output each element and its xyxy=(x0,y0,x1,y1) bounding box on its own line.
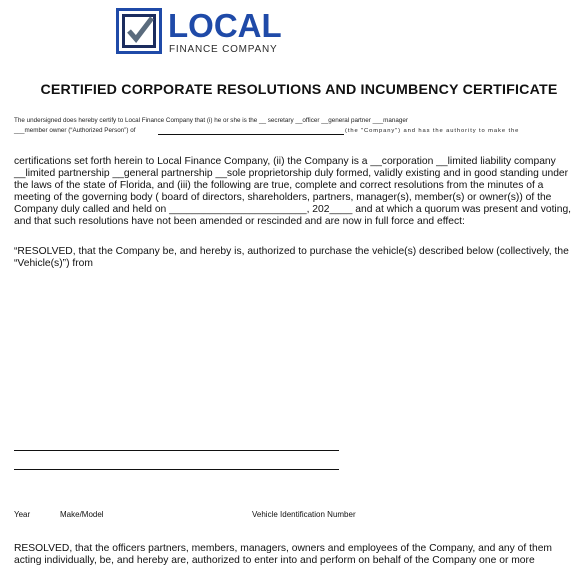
logo-subtitle: FINANCE COMPANY xyxy=(169,44,278,55)
company-name-field[interactable] xyxy=(158,134,344,135)
resolution-paragraph-1: “RESOLVED, that the Company be, and hereby is, authorized to purchase the vehicle(s) described below (collectively, the “Vehicle(s)”) from xyxy=(14,246,569,269)
intro-line-2-right: (the "Company") and has the authority to make the xyxy=(345,128,520,134)
blank-line-1[interactable] xyxy=(14,450,339,451)
intro-line-2-left: ___member owner (“Authorized Person”) of xyxy=(14,127,136,134)
document-title: CERTIFIED CORPORATE RESOLUTIONS AND INCUMBENCY CERTIFICATE xyxy=(40,82,558,98)
column-year: Year xyxy=(14,510,31,519)
logo-wordmark: LOCAL xyxy=(168,7,282,44)
checkbox-check-icon xyxy=(116,8,162,54)
intro-line-1: The undersigned does hereby certify to Local Finance Company that (i) he or she is the __ secretary __officer __general partner ___manager xyxy=(14,117,409,124)
column-vin: Vehicle Identification Number xyxy=(252,510,356,519)
blank-line-2[interactable] xyxy=(14,469,339,470)
certification-paragraph: certifications set forth herein to Local Finance Company, (ii) the Company is a __corporation __limited liability company __limited partnership __general partnership __sole proprietorship duly formed, validly existing and in good standing under the laws of the state of Florida, and (iii) the following are true, complete and correct resolutions from the minutes of a meeting of the governing body ( board of directors, shareholders, partners, manager(s), member(s) or owner(s)) of the Company duly called and held on ________________________, 202____ and at which a quorum was present and voting, and that such resolutions have not been amended or rescinded and are now in full force and effect: xyxy=(14,156,572,227)
company-logo xyxy=(116,8,296,56)
resolution-paragraph-2: RESOLVED, that the officers partners, members, managers, owners and employees of the Company, and any of them acting individually, be, and hereby are, authorized to enter into and perform on behalf of the Company one or more xyxy=(14,543,552,566)
column-make-model: Make/Model xyxy=(60,510,104,519)
